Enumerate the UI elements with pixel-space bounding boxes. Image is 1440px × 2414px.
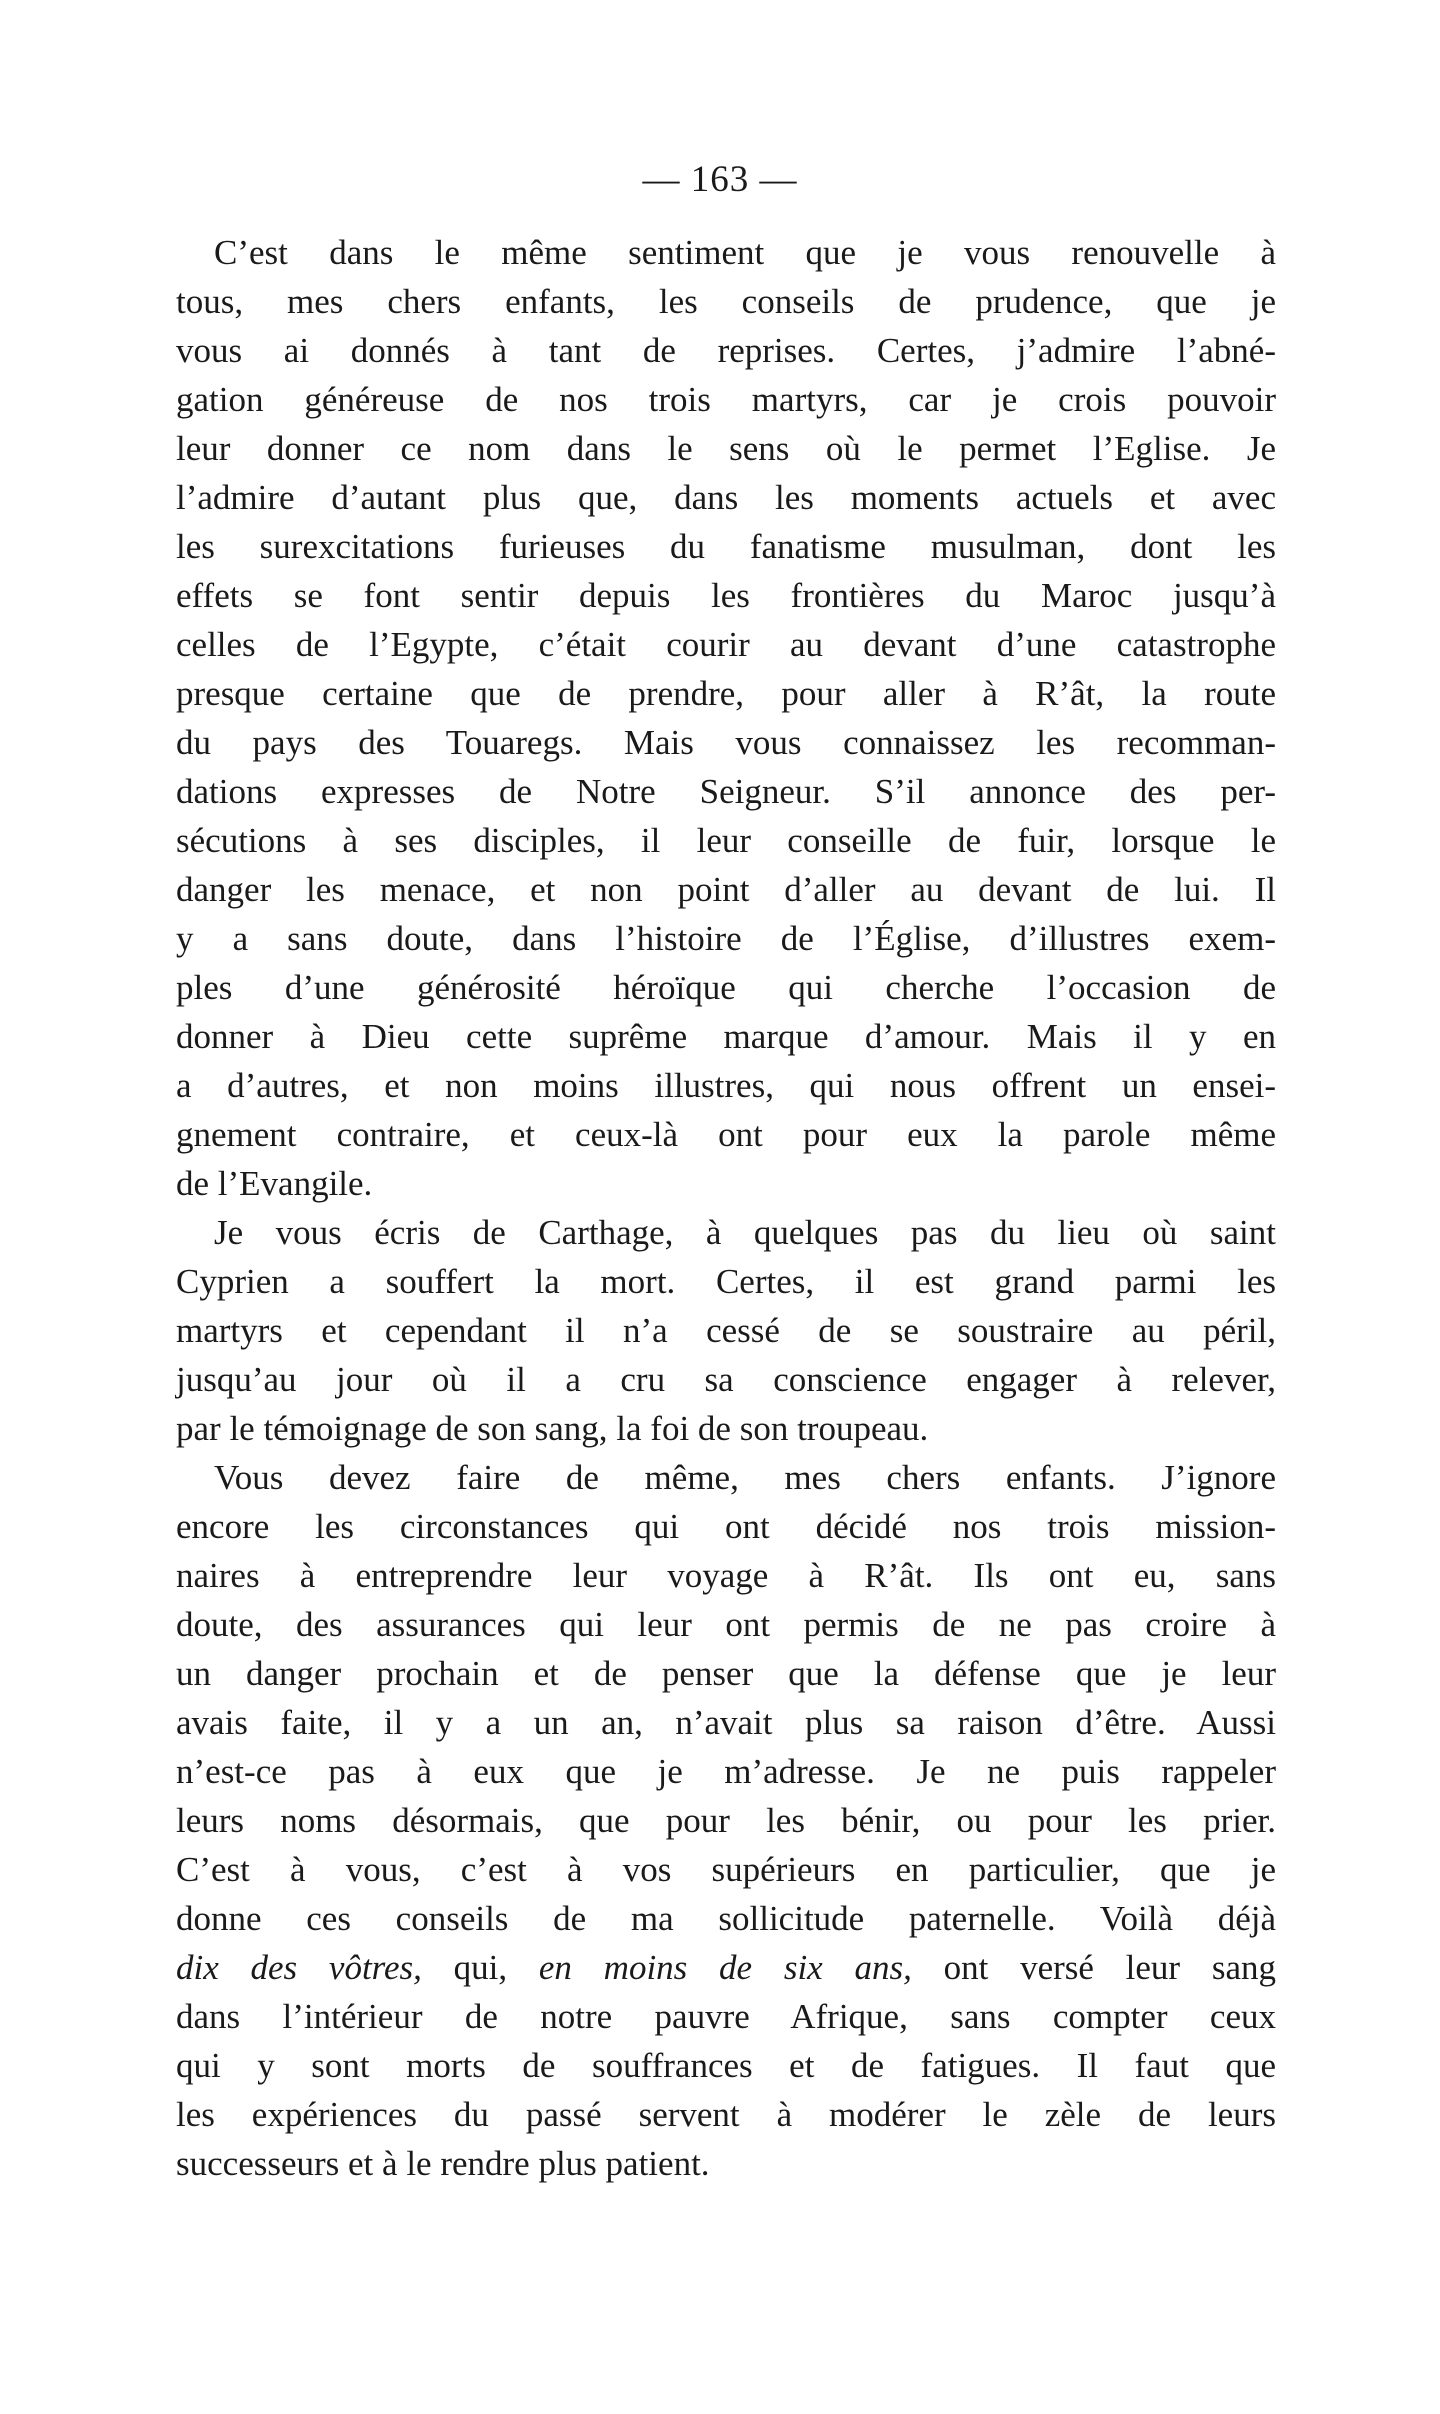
text-line: tous, mes chers enfants, les conseils de prudence, que je bbox=[176, 282, 1276, 321]
text-line-italic-mixed bbox=[176, 1943, 1276, 1992]
text-line: leurs noms désormais, que pour les bénir, ou pour les prier. bbox=[176, 1801, 1276, 1840]
text-line: de l’Evangile. bbox=[176, 1164, 373, 1203]
text-line: Vous devez faire de même, mes chers enfants. J’ignore bbox=[214, 1458, 1276, 1497]
text-fragment: ont versé leur sang bbox=[911, 1948, 1276, 1987]
text-line: leur donner ce nom dans le sens où le permet l’Eglise. Je bbox=[176, 429, 1276, 468]
text-line: dans l’intérieur de notre pauvre Afrique, sans compter ceux bbox=[176, 1997, 1276, 2036]
paragraph-2 bbox=[176, 1208, 1276, 1453]
text-line: Je vous écris de Carthage, à quelques pas du lieu où saint bbox=[214, 1213, 1276, 1252]
text-line: y a sans doute, dans l’histoire de l’Église, d’illustres exem- bbox=[176, 919, 1276, 958]
text-line: avais faite, il y a un an, n’avait plus sa raison d’être. Aussi bbox=[176, 1703, 1276, 1742]
italic-phrase: en moins de six ans, bbox=[538, 1948, 912, 1987]
paragraph-1 bbox=[176, 228, 1276, 1208]
text-line: donne ces conseils de ma sollicitude paternelle. Voilà déjà bbox=[176, 1899, 1276, 1938]
text-line: donner à Dieu cette suprême marque d’amour. Mais il y en bbox=[176, 1017, 1276, 1056]
text-line: presque certaine que de prendre, pour aller à R’ât, la route bbox=[176, 674, 1276, 713]
text-line: successeurs et à le rendre plus patient. bbox=[176, 2144, 710, 2183]
text-line: a d’autres, et non moins illustres, qui nous offrent un ensei- bbox=[176, 1066, 1276, 1105]
text-line: jusqu’au jour où il a cru sa conscience engager à relever, bbox=[176, 1360, 1276, 1399]
text-line: Cyprien a souffert la mort. Certes, il est grand parmi les bbox=[176, 1262, 1276, 1301]
text-line: C’est à vous, c’est à vos supérieurs en particulier, que je bbox=[176, 1850, 1276, 1889]
text-line: par le témoignage de son sang, la foi de son troupeau. bbox=[176, 1409, 929, 1448]
page-number: — 163 — bbox=[642, 159, 798, 200]
text-line: sécutions à ses disciples, il leur conseille de fuir, lorsque le bbox=[176, 821, 1276, 860]
text-line: martyrs et cependant il n’a cessé de se soustraire au péril, bbox=[176, 1311, 1276, 1350]
text-line: naires à entreprendre leur voyage à R’ât. Ils ont eu, sans bbox=[176, 1556, 1276, 1595]
paragraph-3 bbox=[176, 1453, 1276, 2188]
text-line: ples d’une générosité héroïque qui cherche l’occasion de bbox=[176, 968, 1276, 1007]
text-line: qui y sont morts de souffrances et de fatigues. Il faut que bbox=[176, 2046, 1276, 2085]
text-line: n’est-ce pas à eux que je m’adresse. Je ne puis rappeler bbox=[176, 1752, 1276, 1791]
text-line: du pays des Touaregs. Mais vous connaissez les recomman- bbox=[176, 723, 1276, 762]
text-fragment: qui, bbox=[421, 1948, 539, 1987]
text-line: effets se font sentir depuis les frontières du Maroc jusqu’à bbox=[176, 576, 1276, 615]
text-line: les surexcitations furieuses du fanatisme musulman, dont les bbox=[176, 527, 1276, 566]
text-line: dations expresses de Notre Seigneur. S’il annonce des per- bbox=[176, 772, 1276, 811]
text-line: les expériences du passé servent à modérer le zèle de leurs bbox=[176, 2095, 1276, 2134]
text-line: celles de l’Egypte, c’était courir au devant d’une catastrophe bbox=[176, 625, 1276, 664]
text-line: vous ai donnés à tant de reprises. Certes, j’admire l’abné- bbox=[176, 331, 1276, 370]
text-line: gation généreuse de nos trois martyrs, car je crois pouvoir bbox=[176, 380, 1276, 419]
body-text bbox=[176, 228, 1276, 2188]
text-line: C’est dans le même sentiment que je vous renouvelle à bbox=[214, 233, 1276, 272]
text-line: encore les circonstances qui ont décidé nos trois mission- bbox=[176, 1507, 1276, 1546]
text-line: un danger prochain et de penser que la défense que je leur bbox=[176, 1654, 1276, 1693]
text-line: gnement contraire, et ceux-là ont pour eux la parole même bbox=[176, 1115, 1276, 1154]
text-line: doute, des assurances qui leur ont permis de ne pas croire à bbox=[176, 1605, 1276, 1644]
text-line: danger les menace, et non point d’aller au devant de lui. Il bbox=[176, 870, 1276, 909]
italic-phrase: dix des vôtres, bbox=[176, 1948, 422, 1987]
text-line: l’admire d’autant plus que, dans les moments actuels et avec bbox=[176, 478, 1276, 517]
